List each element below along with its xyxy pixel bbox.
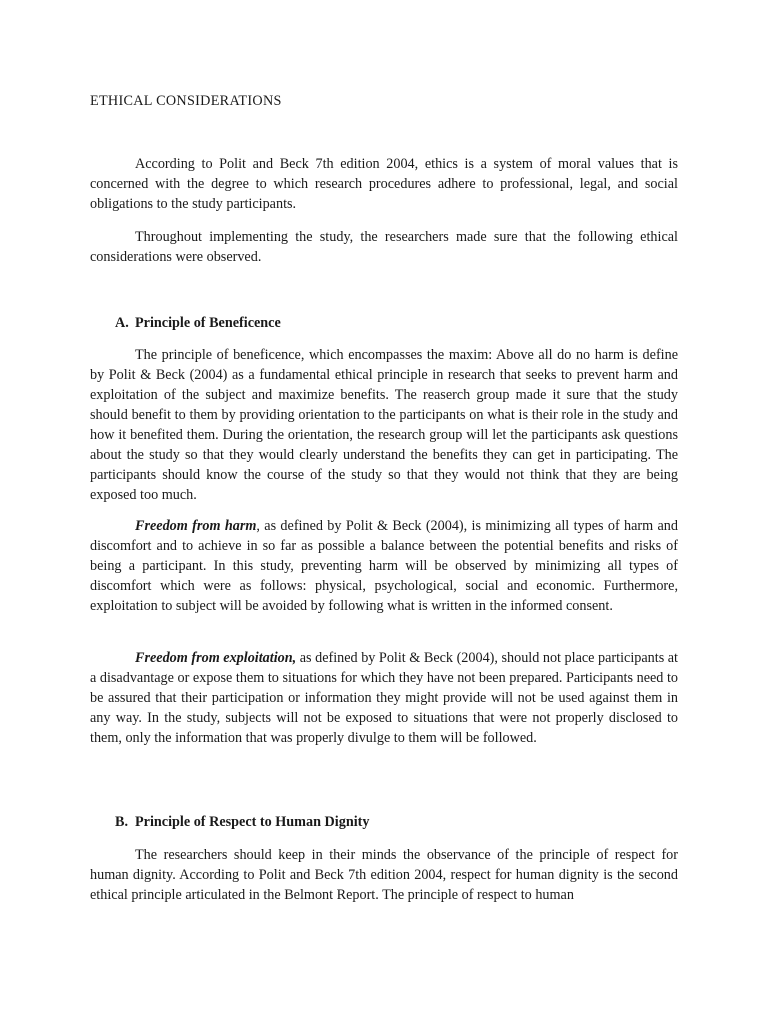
intro-paragraph-2: Throughout implementing the study, the researchers made sure that the following ethical considerations were observed.: [90, 229, 678, 265]
intro-paragraph-1: According to Polit and Beck 7th edition 2004, ethics is a system of moral values that is concerned with the degree to which research procedures adhere to professional, legal, and social obligations to the study participants.: [90, 156, 678, 212]
freedom-from-harm-text: , as defined by Polit & Beck (2004), is minimizing all types of harm and discomfort and to achieve in so far as possible a balance between the potential benefits and risks of being a participant. In this study, preventing harm will be observed by minimizing all types of discomfort which were as follows: physical, psychological, social and economic. Furthermore, exploitation to subject will be avoided by following what is written in the informed consent.: [90, 518, 678, 614]
freedom-from-exploitation-term: Freedom from exploitation,: [135, 650, 297, 666]
section-b-heading: [115, 812, 369, 832]
freedom-from-exploitation-text: as defined by Polit & Beck (2004), should not place participants at a disadvantage or expose them to situations for which they have not been prepared. Participants need to be assured that their participation or information they might provide will not be used against them in any way. In the study, subjects will not be exposed to situations that were not properly disclosed to them, only the information that was properly divulge to them will be followed.: [90, 650, 678, 746]
section-a-title: Principle of Beneficence: [135, 315, 281, 331]
section-a-letter: A.: [115, 315, 129, 331]
section-b-title: Principle of Respect to Human Dignity: [135, 814, 370, 830]
section-b-letter: B.: [115, 814, 129, 830]
section-a-heading: [115, 313, 281, 333]
freedom-from-harm-term: Freedom from harm: [135, 518, 257, 534]
freedom-from-harm-paragraph: [90, 516, 678, 616]
freedom-from-exploitation-paragraph: [90, 648, 678, 748]
document-title: ETHICAL CONSIDERATIONS: [90, 93, 282, 109]
human-dignity-paragraph: The researchers should keep in their minds the observance of the principle of respect for human dignity. According to Polit and Beck 7th edition 2004, respect for human dignity is the second ethical principle articulated in the Belmont Report. The principle of respect to human: [90, 847, 678, 903]
beneficence-paragraph: The principle of beneficence, which encompasses the maxim: Above all do no harm is define by Polit & Beck (2004) as a fundamental ethical principle in research that seeks to prevent harm and exploitation of the subject and maximize benefits. The reaserch group made it sure that the study should benefit to them by providing orientation to the participants on what is their role in the study and how it benefited them. During the orientation, the research group will let the participants ask questions about the study so that they would clearly understand the benefits they can get in participating. The participants should know the course of the study so that they would not think that they are being exposed too much.: [90, 347, 678, 503]
document-page: [90, 0, 678, 1024]
